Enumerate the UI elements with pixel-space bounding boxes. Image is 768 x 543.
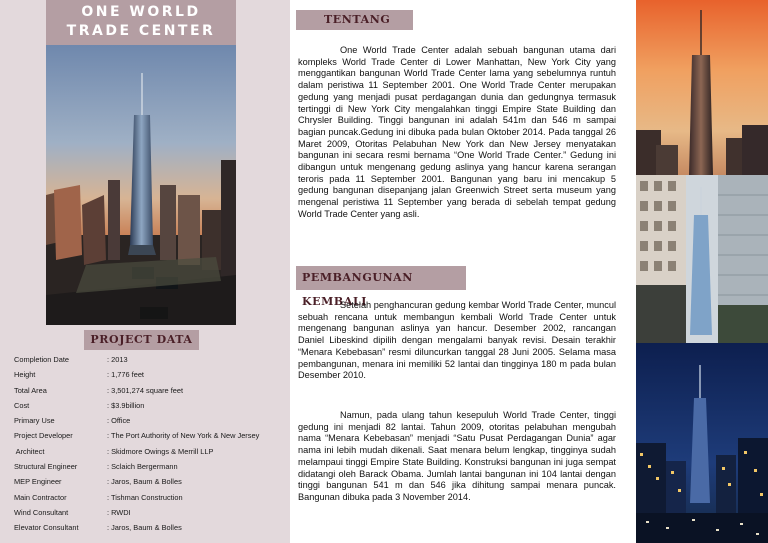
tower-night-photo [636, 343, 768, 543]
project-row-label: Main Contractor [14, 492, 67, 502]
project-row-value: : RWDI [107, 507, 131, 517]
page-title [46, 0, 236, 45]
project-row-value: : 3,501,274 square feet [107, 385, 184, 395]
project-row [14, 459, 286, 474]
tower-aerial-photo-graphic [46, 45, 236, 325]
tentang-paragraph [298, 45, 616, 221]
project-row-label: Total Area [14, 385, 47, 395]
project-row [14, 413, 286, 428]
project-row-label: Structural Engineer [14, 462, 78, 472]
pembangunan-paragraph-2 [298, 410, 616, 504]
pembangunan-paragraph-1 [298, 300, 616, 382]
project-row-value: : Jaros, Baum & Bolles [107, 523, 182, 533]
pembangunan-text-2: Namun, pada ulang tahun kesepuluh World Trade Center, tinggi gedung ini menjadi 82 lantai. Tahun 2009, otoritas pelabuhan mengubah nama “Menara Kebebasan” menjadi “Satu Pusat Perdagangan Dunia” agar nama ini lebih mudah dikenali. Saat menara belum lengkap, tingginya sudah melampaui tinggi Empire State Building. Konstruksi bangunan ini juga sempat didatangi oleh Barack Obama. Jumlah lantai bangunan ini 104 lantai dengan tinggi bangunan 541 m dan 546 jika dihitung sampai menara puncak. Bangunan dibuka pada 3 November 2014. [298, 410, 616, 502]
tower-night-photo-graphic [636, 343, 768, 543]
project-row [14, 474, 286, 489]
project-row-value: : Office [107, 416, 131, 426]
project-row-value: : Skidmore Owings & Merrill LLP [107, 446, 214, 456]
tentang-header: TENTANG [296, 10, 413, 30]
project-row [14, 352, 286, 367]
project-row-value: : 2013 [107, 355, 128, 364]
project-row [14, 505, 286, 520]
project-row-value: : Jaros, Baum & Bolles [107, 477, 182, 487]
tower-street-view-photo [636, 175, 768, 343]
page-title-line-1: ONE WORLD [81, 4, 201, 20]
tower-sunset-photo-graphic [636, 0, 768, 175]
project-row-label: MEP Engineer [14, 477, 62, 487]
project-data-table [14, 352, 286, 536]
project-row-label: Project Developer [14, 431, 73, 441]
project-row [14, 383, 286, 398]
project-row [14, 428, 286, 443]
pembangunan-kembali-header: PEMBANGUNAN KEMBALI [296, 266, 466, 290]
project-row [14, 398, 286, 413]
project-row [14, 520, 286, 535]
page-title-line-2: TRADE CENTER [66, 23, 216, 39]
project-row-value: : Sclaich Bergermann [107, 462, 178, 472]
project-row-value: : Tishman Construction [107, 492, 183, 502]
pembangunan-text-1: Setelah penghancuran gedung kembar World Trade Center, muncul sebuah rencana untuk membangun kembali World Trade Center untuk mengenang bangunan aslinya yan hancur. Desember 2002, rancangan Daniel Libeskind dipilih dengan mengalami banyak revisi. Desain terakhir “Menara Kebebasan” resmi diluncurkan tanggal 28 Juni 2005. Selama masa pembangunan, menara ini memiliki 52 lantai dan tingginya 180 m pada bulan Desember 2010. [298, 300, 616, 381]
tentang-text: One World Trade Center adalah sebuah bangunan utama dari kompleks World Trade Center di Lower Manhattan, New York City yang menggantikan bangunan World Trade Center lama yang sebelumnya runtuh dalam peristiwa 11 September 2001. One World Trade Center merupakan gedung yang menjadi pusat perdagangan dunia dan gedungnya termasuk tertinggi di New York City mengalahkan tinggi Empire State Building dan Chrysler Building. Tinggi bangunan ini adalah 541m dan 546 m sampai bagian puncak.Gedung ini dibuka pada bulan Oktober 2014. Pada tanggal 26 Maret 2009, Otoritas Pelabuhan New York dan New Jersey menyatakan bangunan ini secara resmi bernama “One World Trade Center.” Gedung ini dibangun untuk mengenang gedung aslinya yang hancur karena serangan teroris pada 11 September 2001. Bangunan yang baru ini mencakup 5 gedung bangunan disepanjang jalan Greenwich Street serta museum yang mengenal peristiwa 11 September yang berada di sebelah tempat gedung World Trade Center yang asli. [298, 45, 616, 219]
project-row-value: : 1,776 feet [107, 370, 144, 380]
project-row-value: : $3.9billion [107, 400, 145, 410]
project-row-label: Wind Consultant [14, 507, 69, 517]
tower-street-view-photo-graphic [636, 175, 768, 343]
project-row-label: Completion Date [14, 355, 70, 364]
tower-aerial-photo [46, 45, 236, 325]
project-data-header: PROJECT DATA [84, 330, 199, 350]
project-row-label: Architect [14, 446, 45, 456]
project-row-label: Elevator Consultant [14, 523, 79, 533]
project-row [14, 490, 286, 505]
project-row [14, 444, 286, 459]
project-row-label: Primary Use [14, 416, 55, 426]
project-row-value: : The Port Authority of New York & New Jersey [107, 431, 260, 441]
project-row-label: Cost [14, 400, 30, 410]
tower-sunset-photo [636, 0, 768, 175]
project-row [14, 367, 286, 382]
project-row-label: Height [14, 370, 36, 380]
